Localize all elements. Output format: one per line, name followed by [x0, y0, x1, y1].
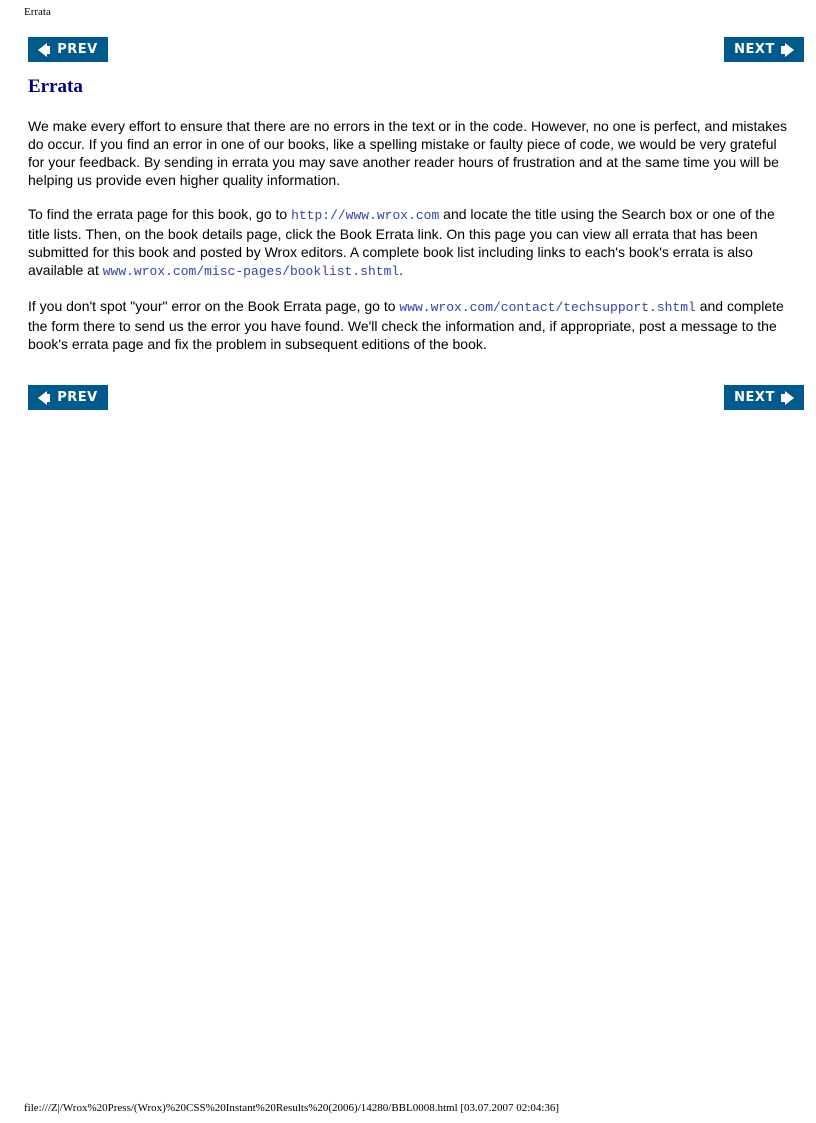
- page-footer-url: file:///Z|/Wrox%20Press/(Wrox)%20CSS%20Instant%20Results%20(2006)/14280/BBL0008.html [03.07.2007 02:04:36]: [24, 1102, 560, 1114]
- paragraph-text: and complete the form there to send us the error you have found. We'll check the information and, if appropriate, post a message to the book's errata page and fix the problem in subsequent editions of the book.: [28, 298, 784, 352]
- next-button[interactable]: [724, 37, 804, 62]
- next-button-label: NEXT: [734, 390, 775, 405]
- paragraph-text: To find the errata page for this book, go to: [28, 206, 292, 222]
- arrow-left-icon: [38, 391, 47, 405]
- prev-button-label: PREV: [57, 42, 98, 57]
- top-navigation: [28, 37, 804, 62]
- prev-button[interactable]: [28, 385, 108, 410]
- next-button[interactable]: [724, 385, 804, 410]
- next-button-label: NEXT: [734, 42, 775, 57]
- arrow-right-icon: [785, 43, 794, 57]
- prev-button-label: PREV: [57, 390, 98, 405]
- arrow-left-icon: [38, 43, 47, 57]
- page-title: Errata: [28, 76, 83, 97]
- wrox-home-link[interactable]: http://www.wrox.com: [291, 208, 440, 223]
- browser-page-title: Errata: [24, 6, 51, 18]
- article-body: [28, 117, 790, 369]
- bottom-navigation: [28, 385, 804, 410]
- paragraph-text: If you don't spot "your" error on the Book Errata page, go to: [28, 298, 400, 314]
- arrow-right-icon: [785, 391, 794, 405]
- paragraph-text: and locate the title using the Search box or one of the title lists. Then, on the book details page, click the Book Errata link. On this page you can view all errata that has been submitted for this book and posted by Wrox editors. A complete book list including links to each's book's errata is also available at: [28, 206, 775, 278]
- paragraph-find-errata: [28, 205, 790, 281]
- paragraph-text: .: [399, 262, 404, 278]
- booklist-link[interactable]: www.wrox.com/misc-pages/booklist.shtml: [102, 264, 400, 279]
- techsupport-link[interactable]: www.wrox.com/contact/techsupport.shtml: [399, 300, 696, 315]
- prev-button[interactable]: [28, 37, 108, 62]
- paragraph-intro: We make every effort to ensure that there are no errors in the text or in the code. However, no one is perfect, and mistakes do occur. If you find an error in one of our books, like a spelling mistake or faulty piece of code, we would be very grateful for your feedback. By sending in errata you may save another reader hours of frustration and at the same time you will be helping us provide even higher quality information.: [28, 118, 787, 188]
- paragraph-report-error: [28, 297, 790, 353]
